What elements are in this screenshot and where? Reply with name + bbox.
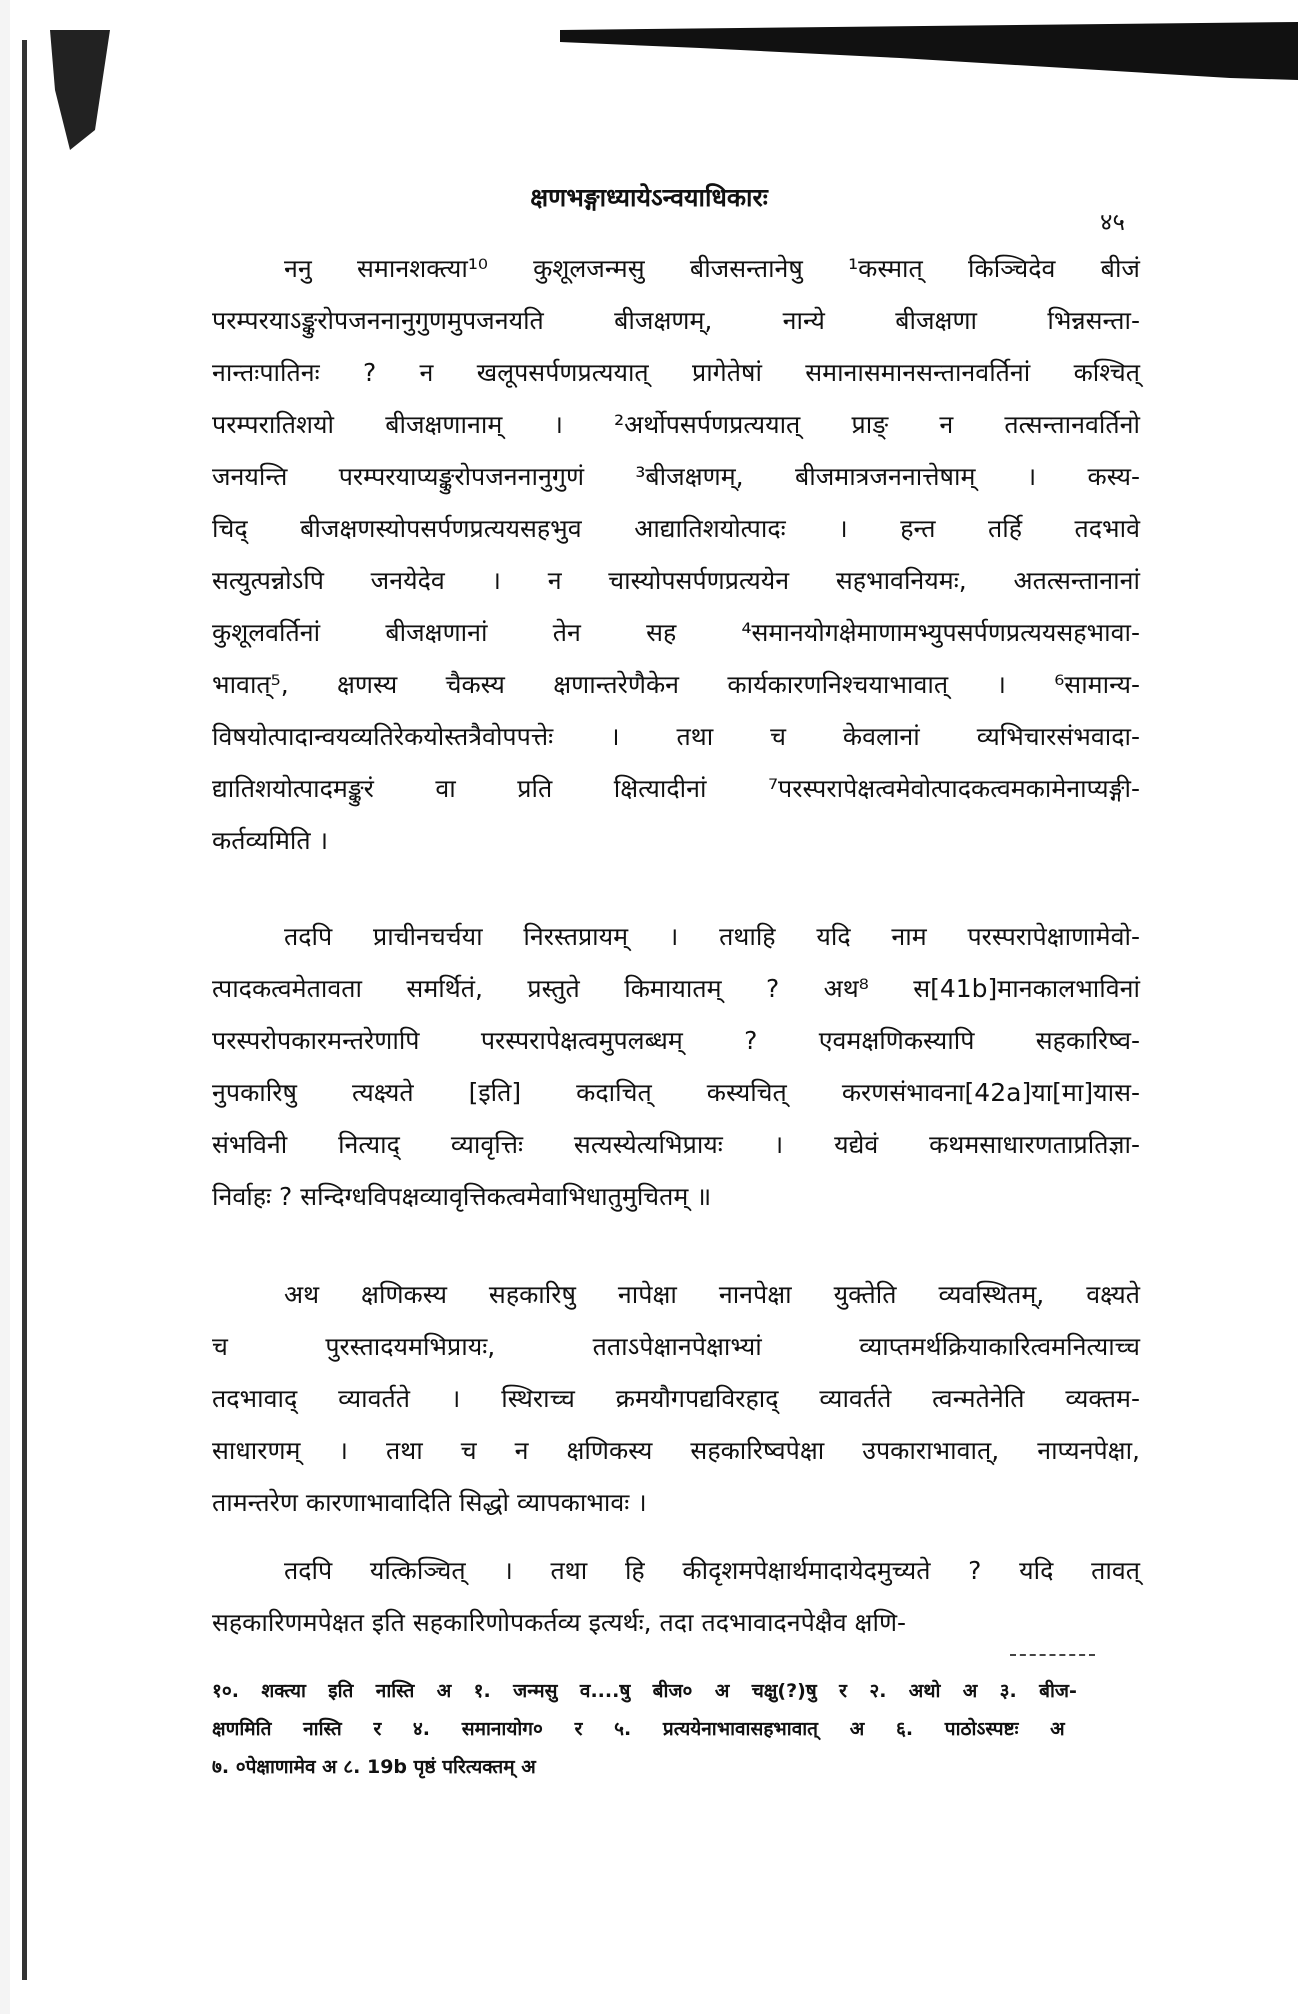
text-line: भावात्⁵, क्षणस्य चैकस्य क्षणान्तरेणैकेन कार्यकारणनिश्चयाभावात् । ⁶सामान्य- xyxy=(212,670,1140,699)
footnote-line: क्षणमिति नास्ति र ४. समानायोग० र ५. प्रत्ययेनाभावासहभावात् अ ६. पाठोऽस्पष्टः अ xyxy=(212,1718,1065,1740)
footnote-line: १०. शक्त्या इति नास्ति अ १. जन्मसु व....षु बीज० अ चक्षु(?)षु र २. अथो अ ३. बीज- xyxy=(212,1680,1077,1702)
text-line: च पुरस्तादयमभिप्रायः, तताऽपेक्षानपेक्षाभ्यां व्याप्तमर्थक्रियाकारित्वमनित्याच्च xyxy=(212,1332,1140,1361)
paragraph-1 xyxy=(212,243,1140,867)
text-line: कर्तव्यमिति । xyxy=(212,826,329,855)
text-line: सत्युत्पन्नोऽपि जनयेदेव । न चास्योपसर्पणप्रत्ययेन सहभावनियमः, अतत्सन्तानानां xyxy=(212,566,1140,595)
text-line: निर्वाहः ? सन्दिग्धविपक्षव्यावृत्तिकत्वमेवाभिधातुमुचितम् ॥ xyxy=(212,1182,712,1211)
text-line: सहकारिणमपेक्षत इति सहकारिणोपकर्तव्य इत्यर्थः, तदा तदभावादनपेक्षैव क्षणि- xyxy=(212,1608,907,1637)
footnote-separator xyxy=(1010,1654,1095,1656)
text-line: तदभावाद् व्यावर्तते । स्थिराच्च क्रमयौगपद्यविरहाद् व्यावर्तते त्वन्मतेनेति व्यक्तम- xyxy=(212,1384,1140,1413)
page-number: ४५ xyxy=(1100,208,1125,236)
running-header: क्षणभङ्गाध्यायेऽन्वयाधिकारः xyxy=(530,183,768,212)
footnotes xyxy=(212,1672,1140,1786)
text-line: चिद् बीजक्षणस्योपसर्पणप्रत्ययसहभुव आद्यातिशयोत्पादः । हन्त तर्हि तदभावे xyxy=(212,514,1140,543)
text-line: परस्परोपकारमन्तरेणापि परस्परापेक्षत्वमुपलब्धम् ? एवमक्षणिकस्यापि सहकारिष्व- xyxy=(212,1026,1140,1055)
footnote-line: ७. ०पेक्षाणामेव अ ८. 19b पृष्ठं परित्यक्तम् अ xyxy=(212,1756,536,1778)
text-line: द्यातिशयोत्पादमङ्कुरं वा प्रति क्षित्यादीनां ⁷परस्परापेक्षत्वमेवोत्पादकत्वमकामेनाप्यङ्गी- xyxy=(212,774,1140,803)
text-line: कुशूलवर्तिनां बीजक्षणानां तेन सह ⁴समानयोगक्षेमाणामभ्युपसर्पणप्रत्ययसहभावा- xyxy=(212,618,1140,647)
text-line: तदपि यत्किञ्चित् । तथा हि कीदृशमपेक्षार्थमादायेदमुच्यते ? यदि तावत् xyxy=(284,1556,1140,1585)
text-line: परम्परयाऽङ्कुरोपजननानुगुणमुपजनयति बीजक्षणम्, नान्ये बीजक्षणा भिन्नसन्ता- xyxy=(212,306,1140,335)
text-line: तदपि प्राचीनचर्चया निरस्तप्रायम् । तथाहि यदि नाम परस्परापेक्षाणामेवो- xyxy=(284,922,1140,951)
text-line: ननु समानशक्त्या¹⁰ कुशूलजन्मसु बीजसन्तानेषु ¹कस्मात् किञ्चिदेव बीजं xyxy=(284,254,1140,283)
text-line: संभविनी नित्याद् व्यावृत्तिः सत्यस्येत्यभिप्रायः । यद्येवं कथमसाधारणताप्रतिज्ञा- xyxy=(212,1130,1140,1159)
text-line: विषयोत्पादान्वयव्यतिरेकयोस्तत्रैवोपपत्तेः । तथा च केवलानां व्यभिचारसंभवादा- xyxy=(212,722,1140,751)
paragraph-3 xyxy=(212,1269,1140,1529)
text-line: परम्परातिशयो बीजक्षणानाम् । ²अर्थोपसर्पणप्रत्ययात् प्राङ् न तत्सन्तानवर्तिनो xyxy=(212,410,1140,439)
text-line: अथ क्षणिकस्य सहकारिषु नापेक्षा नानपेक्षा युक्तेति व्यवस्थितम्, वक्ष्यते xyxy=(284,1280,1140,1309)
paragraph-4 xyxy=(212,1545,1140,1649)
text-line: त्पादकत्वमेतावता समर्थितं, प्रस्तुते किमायातम् ? अथ⁸ स[41b]मानकालभाविनां xyxy=(212,974,1140,1003)
text-line: जनयन्ति परम्परयाप्यङ्कुरोपजननानुगुणं ³बीजक्षणम्, बीजमात्रजननात्तेषाम् । कस्य- xyxy=(212,462,1140,491)
text-line: तामन्तरेण कारणाभावादिति सिद्धो व्यापकाभावः । xyxy=(212,1488,647,1517)
text-line: नान्तःपातिनः ? न खलूपसर्पणप्रत्ययात् प्रागेतेषां समानासमानसन्तानवर्तिनां कश्चित् xyxy=(212,358,1140,387)
text-line: साधारणम् । तथा च न क्षणिकस्य सहकारिष्वपेक्षा उपकाराभावात्, नाप्यनपेक्षा, xyxy=(212,1436,1140,1465)
text-line: नुपकारिषु त्यक्ष्यते [इति] कदाचित् कस्यचित् करणसंभावना[42a]या[मा]यास- xyxy=(212,1078,1140,1107)
paragraph-2 xyxy=(212,911,1140,1223)
